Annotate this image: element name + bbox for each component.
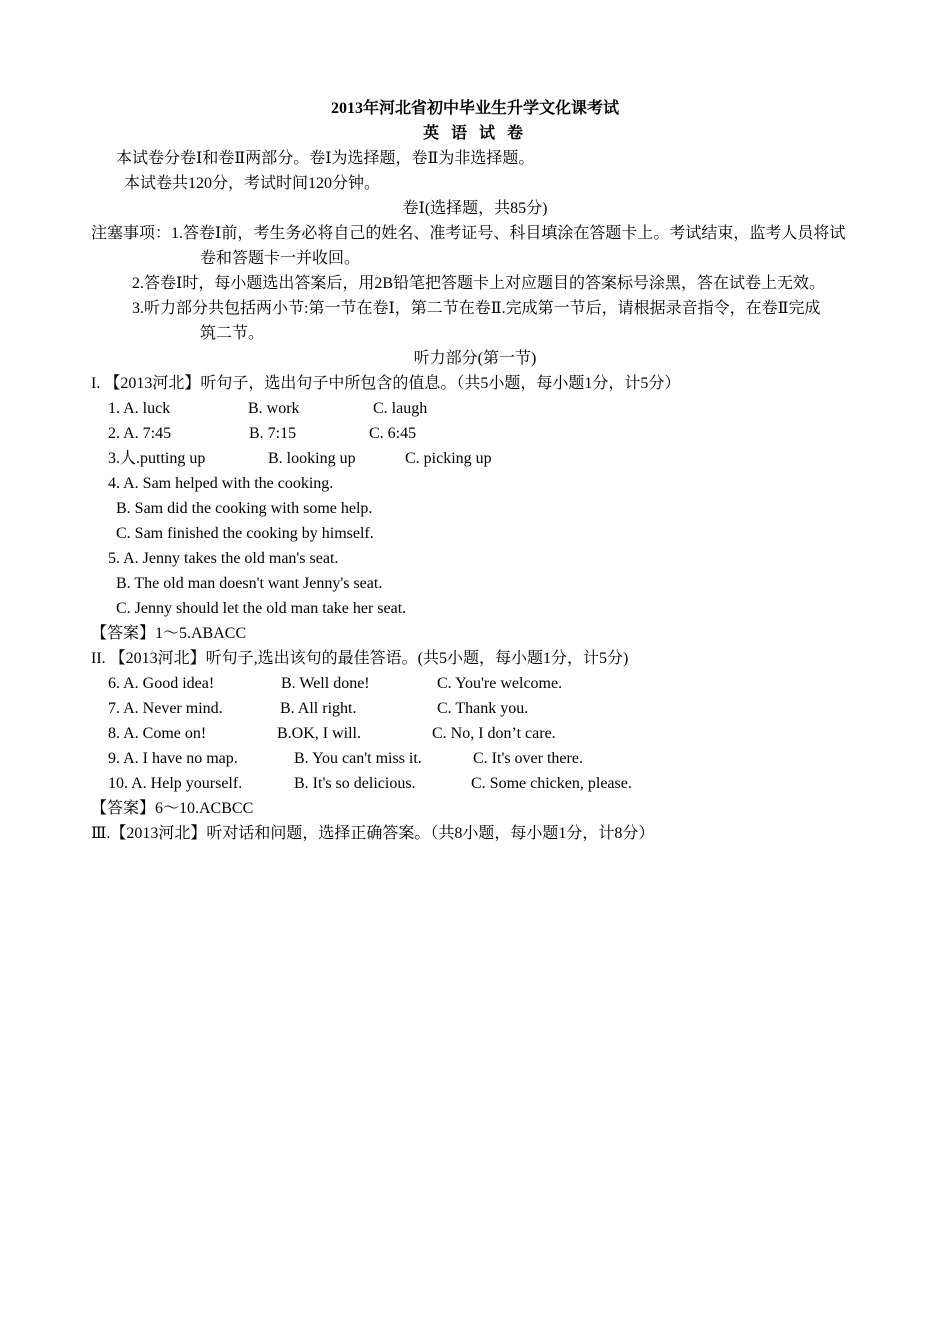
question-5-option-a: 5. A. Jenny takes the old man's seat.	[108, 550, 339, 567]
listening-heading: 听力部分(第一节)	[413, 350, 537, 367]
question-5-option-c: C. Jenny should let the old man take her seat.	[116, 600, 407, 617]
question-10-option-a: 10. A. Help yourself.	[108, 775, 243, 792]
section-3-heading: Ⅲ.【2013河北】听对话和问题，选择正确答案。（共8小题，每小题1分，计8分）	[91, 825, 655, 842]
note-3-line-2: 筑二节。	[200, 325, 265, 342]
question-6-option-b: B. Well done!	[281, 675, 370, 692]
question-10-option-b: B. It's so delicious.	[294, 775, 416, 792]
question-6-option-c: C. You're welcome.	[437, 675, 563, 692]
question-7-option-c: C. Thank you.	[437, 700, 529, 717]
section-1-heading: I. 【2013河北】听句子，选出句子中所包含的值息。（共5小题，每小题1分，计5分）	[91, 375, 681, 392]
question-7-option-a: 7. A. Never mind.	[108, 700, 223, 717]
question-8-option-c: C. No, I don’t care.	[432, 725, 556, 742]
intro-line-1: 本试卷分卷Ⅰ和卷Ⅱ两部分。卷Ⅰ为选择题，卷Ⅱ为非选择题。	[116, 150, 535, 167]
question-1-option-b: B. work	[248, 400, 300, 417]
section-2-answer: 【答案】6～10.ACBCC	[91, 800, 254, 817]
question-2-option-c: C. 6:45	[369, 425, 417, 442]
exam-subtitle: 英 语 试 卷	[422, 125, 527, 142]
exam-title: 2013年河北省初中毕业生升学文化课考试	[330, 100, 619, 117]
question-4-option-a: 4. A. Sam helped with the cooking.	[108, 475, 334, 492]
note-1-line-2: 卷和答题卡一并收回。	[200, 250, 361, 267]
intro-line-2: 本试卷共120分，考试时间120分钟。	[124, 175, 381, 192]
section-1-answer: 【答案】1～5.ABACC	[91, 625, 247, 642]
question-2-option-a: 2. A. 7:45	[108, 425, 172, 442]
section-2-heading: II. 【2013河北】听句子,选出该句的最佳答语。(共5小题，每小题1分，计5分)	[91, 650, 629, 667]
part1-heading: 卷Ⅰ(选择题，共85分)	[402, 200, 548, 217]
question-8-option-a: 8. A. Come on!	[108, 725, 207, 742]
question-2-option-b: B. 7:15	[249, 425, 297, 442]
question-3-option-c: C. picking up	[405, 450, 492, 467]
question-1-option-c: C. laugh	[373, 400, 428, 417]
question-7-option-b: B. All right.	[280, 700, 357, 717]
note-1-line-1: 注塞事项：1.答卷Ⅰ前，考生务必将自己的姓名、准考证号、科目填涂在答题卡上。考试结束，监考人员将试	[91, 225, 846, 242]
question-9-option-c: C. It's over there.	[473, 750, 583, 767]
question-6-option-a: 6. A. Good idea!	[108, 675, 215, 692]
question-10-option-c: C. Some chicken, please.	[471, 775, 632, 792]
question-4-option-c: C. Sam finished the cooking by himself.	[116, 525, 374, 542]
question-9-option-a: 9. A. I have no map.	[108, 750, 238, 767]
question-8-option-b: B.OK, I will.	[277, 725, 361, 742]
question-3-option-a: 3.人.putting up	[108, 450, 206, 467]
question-1-option-a: 1. A. luck	[108, 400, 171, 417]
question-3-option-b: B. looking up	[268, 450, 356, 467]
question-9-option-b: B. You can't miss it.	[294, 750, 422, 767]
note-2: 2.答卷Ⅰ时，每小题选出答案后，用2B铅笔把答题卡上对应题目的答案标号涂黑，答在试卷上无效。	[132, 275, 825, 292]
note-3-line-1: 3.听力部分共包括两小节:第一节在卷Ⅰ，第二节在卷Ⅱ.完成第一节后，请根据录音指令，在卷Ⅱ完成	[132, 300, 821, 317]
question-4-option-b: B. Sam did the cooking with some help.	[116, 500, 373, 517]
question-5-option-b: B. The old man doesn't want Jenny's seat.	[116, 575, 383, 592]
